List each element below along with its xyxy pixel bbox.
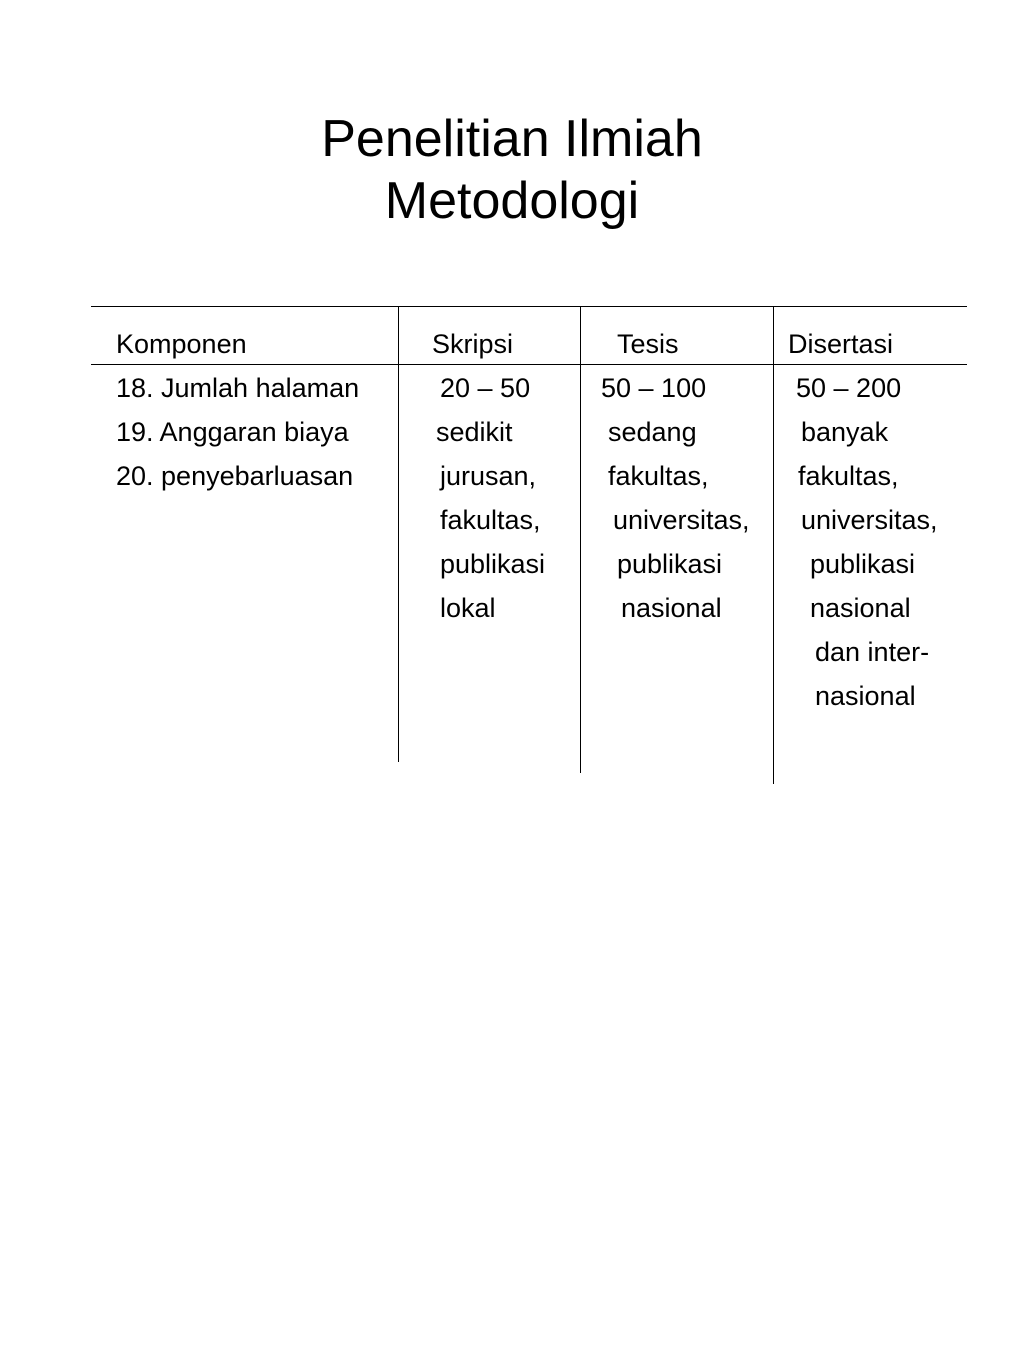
row-20-skripsi-line-2: fakultas, [440,505,541,535]
header-disertasi: Disertasi [788,329,894,359]
row-18-disertasi: 50 – 200 [796,373,902,403]
row-20-skripsi-line-3: publikasi [440,549,546,579]
row-20-tesis-line-2: universitas, [613,505,750,535]
row-20-skripsi-line-4: lokal [440,593,496,623]
column-divider-3 [773,306,774,784]
row-20-disertasi-line-5: dan inter- [815,637,930,667]
row-20-disertasi-line-2: universitas, [801,505,938,535]
row-18-tesis: 50 – 100 [601,373,707,403]
slide-title-line-2: Metodologi [384,172,640,230]
header-tesis: Tesis [617,329,679,359]
row-20-tesis-line-1: fakultas, [608,461,709,491]
header-komponen: Komponen [116,329,247,359]
row-19-komponen: 19. Anggaran biaya [116,417,349,447]
slide-title-line-1: Penelitian Ilmiah [321,110,703,168]
row-20-tesis-line-3: publikasi [617,549,723,579]
row-19-skripsi: sedikit [436,417,513,447]
header-skripsi: Skripsi [432,329,514,359]
row-18-komponen: 18. Jumlah halaman [116,373,360,403]
row-20-komponen: 20. penyebarluasan [116,461,354,491]
row-20-disertasi-line-6: nasional [815,681,916,711]
row-20-skripsi-line-1: jurusan, [440,461,537,491]
row-20-disertasi-line-1: fakultas, [798,461,899,491]
slide-title [0,108,1024,232]
row-18-skripsi: 20 – 50 [440,373,531,403]
column-divider-2 [580,306,581,773]
row-19-disertasi: banyak [801,417,889,447]
row-19-tesis: sedang [608,417,697,447]
row-20-disertasi-line-3: publikasi [810,549,916,579]
column-divider-1 [398,306,399,762]
row-20-tesis-line-4: nasional [621,593,722,623]
row-20-disertasi-line-4: nasional [810,593,911,623]
table-top-rule [91,306,967,307]
